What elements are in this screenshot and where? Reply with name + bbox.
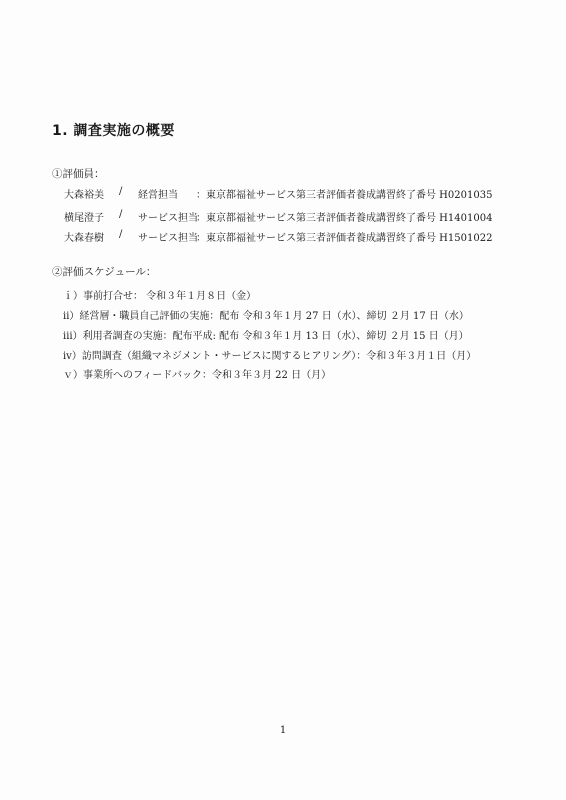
schedule-item: ⅱ）経営層・職員自己評価の実施：配布 令和３年１月 27 日（水）、締切 ２月 17 日（水）: [63, 311, 469, 322]
evaluators-label: ①評価員：: [52, 168, 105, 180]
separator-slash: /: [119, 186, 123, 197]
schedule-item: ｖ）事業所へのフィードバック：令和３年３月 22 日（月）: [63, 370, 332, 381]
evaluator-name: 大森春樹: [64, 233, 104, 244]
schedule-item: ｉ）事前打合せ： 令和３年１月８日（金）: [63, 291, 257, 302]
evaluator-role: サービス担当: [138, 233, 198, 244]
evaluator-role: サービス担当: [138, 213, 198, 224]
evaluator-certificate: ：東京都福祉サービス第三者評価者養成講習終了番号 H0201035: [196, 190, 493, 201]
evaluator-role: 経営担当: [138, 190, 178, 201]
schedule-item: ⅳ）訪問調査（組織マネジメント・サービスに関するヒアリング）：令和３年３月１日（月）: [63, 351, 477, 362]
evaluator-name: 横尾澄子: [64, 213, 104, 224]
separator-slash: /: [119, 229, 123, 240]
evaluator-certificate: ：東京都福祉サービス第三者評価者養成講習終了番号 H1501022: [196, 233, 493, 244]
separator-slash: /: [119, 209, 123, 220]
evaluator-certificate: ：東京都福祉サービス第三者評価者養成講習終了番号 H1401004: [196, 213, 493, 224]
section-title: 1. 調査実施の概要: [52, 123, 175, 139]
schedule-label: ②評価スケジュール：: [52, 266, 157, 278]
evaluator-name: 大森裕美: [64, 190, 104, 201]
page-number: 1: [279, 725, 287, 736]
schedule-item: ⅲ）利用者調査の実施：配布平成: 配布 令和３年１月 13 日（水）、締切 ２月 15 日（月）: [63, 331, 469, 342]
